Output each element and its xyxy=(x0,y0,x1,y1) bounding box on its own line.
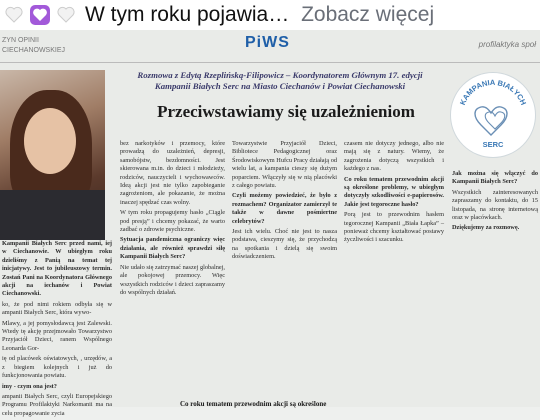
column-paragraph: Sytuacja pandemiczna ograniczy więc działania, ale również sprawdzi siłę Kampanii Białych Serc? xyxy=(120,236,225,261)
column-paragraph: Porą jest to przewodnim hasłem tegorocznej Kampanii „Biała Łapka” – ponieważ chcemy kształtować postawy życzliwości i szacunku. xyxy=(344,211,444,244)
see-more-link[interactable]: Zobacz więcej xyxy=(301,3,435,26)
column-paragraph: ampanii Białych Serc, czyli Europejskiego Programu Profilaktyki Narkomanii ma na celu propagowanie zycia xyxy=(2,392,112,417)
column-paragraph: ię od placówek oświatowych, , urzędów, a z biegiem kolejnych i już do funkcjonowania powiatu. xyxy=(2,355,112,380)
article-headline: Przeciwstawiamy się uzależnieniom xyxy=(157,102,415,121)
column-paragraph: Czyli możemy powiedzieć, że było z rozmachem? Organizator zamierzył te także w dawne pośmiertne celebrytów? xyxy=(232,192,337,225)
article-intro: Rozmowa z Edytą Rzeplińską-Filipowicz – Koordynatorem Głównym 17. edycji Kampanii Białych Serc na Miasto Ciechanów i Powiat Ciechanowski xyxy=(137,70,423,91)
logo-text-bottom: SERC xyxy=(482,140,504,149)
column-paragraph: Nie udało się zatrzymać naszej globalnej, ale pokojowej przemocy. Więc wszystkich rodziców i dzieci zapraszamy do wspólnych działań. xyxy=(120,263,225,296)
column-paragraph: Jest ich wielu. Choć nie jest to nasza podstawa, cieszymy się, że przychodzą na spotkania i dzielą się swoim doświadczeniem. xyxy=(232,228,337,261)
column-paragraph: Wszystkich zainteresowanych zapraszamy do kontaktu, do 15 listopada, na stronę internetową oraz w placówkach. xyxy=(452,188,538,222)
masthead-right: profilaktyka społ xyxy=(478,40,536,49)
white-heart-icon xyxy=(55,4,77,26)
column-paragraph: Jak można się włączyć do Kampanii Białych Serc? xyxy=(452,170,538,186)
bottom-caption: Co roku tematem przewodnim akcji są określone xyxy=(180,400,327,408)
column-paragraph: Mlawy, a jej pomysłodawcą jest Zalewski. Wtedy tę akcję przejmowało Towarzystwo Przyjaciół Dzieci, ranem Wspólnego Leonarda Gor- xyxy=(2,319,112,352)
column-left xyxy=(2,240,112,420)
column-paragraph: Dziękujemy za rozmowę. xyxy=(452,224,520,232)
post-text-body: W tym roku pojawia xyxy=(85,3,269,26)
post-ellipsis: … xyxy=(268,3,290,26)
masthead-logo xyxy=(245,34,290,52)
masthead-logo-text: PiWS xyxy=(245,34,290,51)
newspaper-image[interactable] xyxy=(0,30,540,417)
logo-text-top: KAMPANIA BIAŁYCH xyxy=(457,77,529,107)
column-paragraph: bez narkotyków i przemocy, które prowadzą do uzależnień, depresji, samobójstw, bezdomności. Jest skierowana m.in. do dzieci i młodzieży, rodziców, nauczycieli i wychowawców. Ideą akcji jest nie tylko zapobieganie zagrożeniom, ale pokazanie, że można inaczej spędzać czas wolny. xyxy=(120,140,225,206)
masthead-left xyxy=(2,36,65,56)
column-paragraph: Kampanii Białych Serc przed nami, iej w Ciechanowie. W ubiegłym roku dzieliśmy z Panią na temat tej inicjatywy. Jest to jubileuszowy termin. Zostań Pani na Koordynatora Głównego akcji na iechanów i Powiat Ciechanowski. xyxy=(2,240,112,298)
kampania-bialych-serc-logo xyxy=(450,72,536,158)
photo-shirt xyxy=(0,190,105,240)
column-mid3 xyxy=(344,140,444,247)
photo-face xyxy=(24,108,76,174)
column-paragraph: Towarzystwie Przyjaciół Dzieci, Bibliotece Pedagogicznej oraz Środowiskowym Hufcu Pracy działają od wielu lat, a kampania cieszy się dużym poparciem. Włączyły się w nią placówki z całego powiatu. xyxy=(232,140,337,190)
masthead-divider xyxy=(0,62,540,63)
column-right xyxy=(452,170,538,235)
heart-reactions xyxy=(3,4,77,26)
facebook-post-header xyxy=(0,0,540,30)
interviewee-photo xyxy=(0,70,105,235)
column-paragraph: ko, że pod nimi rokiem odbyła się w ampanii Białych Serc, która wywo- xyxy=(2,300,112,317)
masthead-left-line1: ZYN OPINII xyxy=(2,37,39,44)
masthead-left-line2: CIECHANOWSKIEJ xyxy=(2,47,66,54)
svg-text:KAMPANIA BIAŁYCH xyxy=(458,78,528,106)
column-paragraph: imy - czym ona jest? xyxy=(2,382,57,390)
column-paragraph: czasem nie dotyczy jednego, albo nie mają się z natury. Wiemy, że zagrożenia dotyczą wszystkich i każdego z nas. xyxy=(344,140,444,173)
white-heart-icon xyxy=(3,4,25,26)
column-mid2 xyxy=(232,140,337,264)
column-mid1 xyxy=(120,140,225,299)
column-paragraph: Co roku tematem przewodnim akcji są określone problemy, w ubiegłym dotyczyły szkodliwości e-papierosów. Jakie jest tegoroczne hasło? xyxy=(344,175,444,208)
purple-heart-icon xyxy=(29,4,51,26)
column-paragraph: W tym roku propagujemy hasło „Ciągle pod presją” i chcemy pokazać, że warto zadbać o zdrowie psychiczne. xyxy=(120,209,225,234)
post-text xyxy=(85,3,434,27)
